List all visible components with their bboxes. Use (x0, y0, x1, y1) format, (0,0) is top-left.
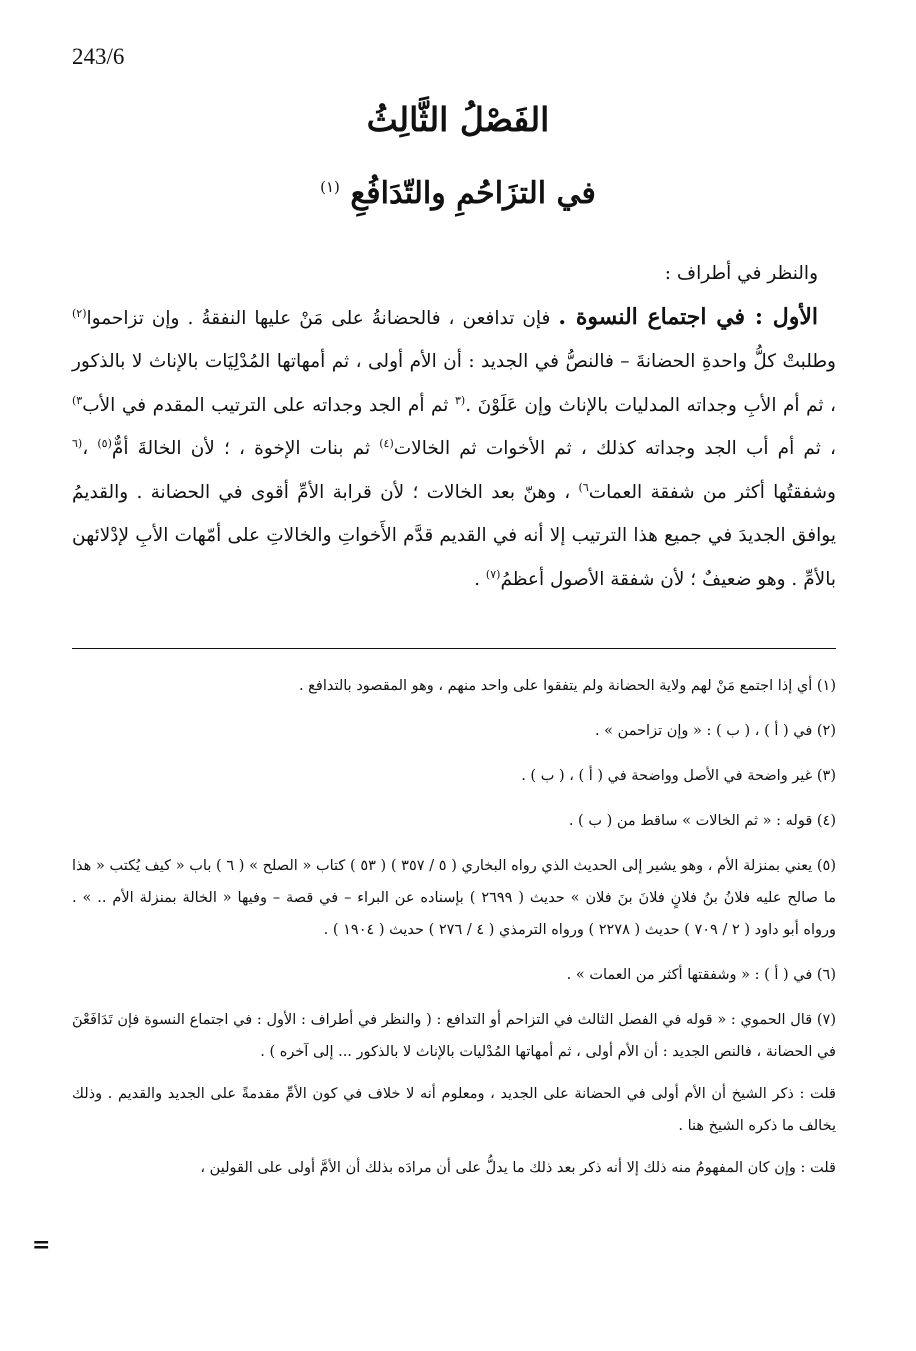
paragraph-text: ، وهنّ بعد الخالات ؛ لأن قرابة الأمِّ أقوى في الحضانة . والقديمُ يوافق الجديدَ في جميع هذا الترتيب إلا أنه في القديم قدَّم الأَخواتِ والخالاتِ على أمّهات الأبِ لإدْلائهن بالأمِّ . وهو ضعيفٌ ؛ لأن شفقة الأصول أعظمُ (72, 481, 836, 590)
chapter-title: الفَصْلُ الثَّالِثُ (366, 100, 550, 139)
section-lead: الأول : في اجتماع النسوة . (558, 303, 818, 330)
chapter-subtitle-text: في التزَاحُمِ والتّدَافُعِ (350, 176, 596, 211)
main-text (72, 252, 836, 601)
paragraph-text: ، ثم أم أب الجد وجداته كذلك ، ثم الأخوات ثم الخالات (393, 438, 836, 459)
footnote-ref: (٤) (379, 436, 394, 450)
paragraph-text: ثم أم الجد وجداته على الترتيب المقدم في الأب (82, 394, 455, 416)
footnote-5: (٥) يعني بمنزلة الأم ، وهو يشير إلى الحديث الذي رواه البخاري ( ٥ / ٣٥٧ ) ( ٥٣ ) كتاب « الصلح » ( ٦ ) باب « كيف يُكتب « هذا ما صالح عليه فلانُ بنُ فلانٍ فلانَ بنَ فلان » حديث ( ٢٦٩٩ ) بإسناده عن البراء – في قصة – وفيها « الخالة بمنزلة الأم .. » . ورواه أبو داود ( ٢ / ٧٠٩ ) حديث ( ٢٢٧٨ ) ورواه الترمذي ( ٤ / ٢٧٦ ) حديث ( ١٩٠٤ ) . (72, 858, 836, 938)
footnote-3: (٣) غير واضحة في الأصل وواضحة في ( أ ) ، ( ب ) . (521, 768, 836, 784)
footnote-1: (١) أي إذا اجتمع مَنْ لهم ولاية الحضانة ولم يتفقوا على واحد منهم ، وهو المقصود بالتدافع . (298, 678, 836, 694)
footnote-6: (٦) في ( أ ) : « وشفقتها أكثر من العمات » . (566, 967, 836, 983)
paragraph-text: . (474, 568, 486, 590)
intro-line: والنظر في أطراف : (664, 263, 818, 284)
footnote-ref: ٦) (578, 480, 589, 494)
footnote-divider (72, 648, 836, 649)
page-number: 243/6 (72, 44, 125, 69)
footnote-4: (٤) قوله : « ثم الخالات » ساقط من ( ب ) . (568, 813, 836, 829)
continuation-mark: = (32, 1232, 51, 1258)
footnote-ref: (١) (320, 178, 340, 196)
footnote-7-continued: قلت : وإن كان المفهومُ منه ذلك إلا أنه ذكر بعد ذلك ما يدلُّ على أن مرادَه بذلك أن الأمَّ أولى على القولين ، (200, 1160, 836, 1176)
paragraph-text: وشفقتُها أكثر من شفقة العمات (588, 481, 836, 503)
footnotes (72, 670, 836, 1197)
footnote-ref: (٥) (97, 436, 112, 450)
paragraph-text: ثم بنات الإخوة ، ؛ لأن الخالةَ أمٌّ (111, 438, 380, 459)
paragraph-text: فإن تدافعن ، فالحضانةُ على مَنْ عليها النفقةُ . وإن تزاحموا (86, 307, 559, 329)
footnote-7-comment: قلت : ذكر الشيخ أن الأم أولى في الحضانة على الجديد ، ومعلوم أنه لا خلاف في كون الأمِّ مقدمةً على الجديد والقديم . وذلك يخالف ما ذكره الشيخ هنا . (72, 1086, 836, 1134)
footnote-ref: ٣) (72, 393, 83, 407)
footnote-7: (٧) قال الحموي : « قوله في الفصل الثالث في التزاحم أو التدافع : ( والنظر في أطراف : الأول : في اجتماع النسوة فإن تَدَافَعْنَ في الحضانة ، فالنص الجديد : أن الأم أولى ، ثم أمهاتها المُدْليات بالإناث لا بالذكور ... إلى آخره ) . (72, 1012, 836, 1060)
footnote-ref: (٧) (485, 567, 501, 581)
paragraph-text: ، (82, 438, 98, 459)
footnote-ref: (٣ (454, 393, 466, 407)
chapter-subtitle (0, 176, 916, 211)
footnote-ref: (٦ (72, 436, 83, 450)
footnote-ref: (٢) (72, 306, 87, 320)
paragraph-text: وطلبتْ كلُّ واحدةِ الحضانةَ – فالنصُّ في الجديد : أن الأم أولى ، ثم أمهاتها المُدْلِيَات بالإناث لا بالذكور ، ثم أم الأبِ وجداته المدليات بالإناث وإن عَلَوْنَ . (72, 351, 837, 416)
main-paragraph (72, 296, 836, 602)
footnote-2: (٢) في ( أ ) ، ( ب ) : « وإن تزاحمن » . (594, 723, 836, 739)
